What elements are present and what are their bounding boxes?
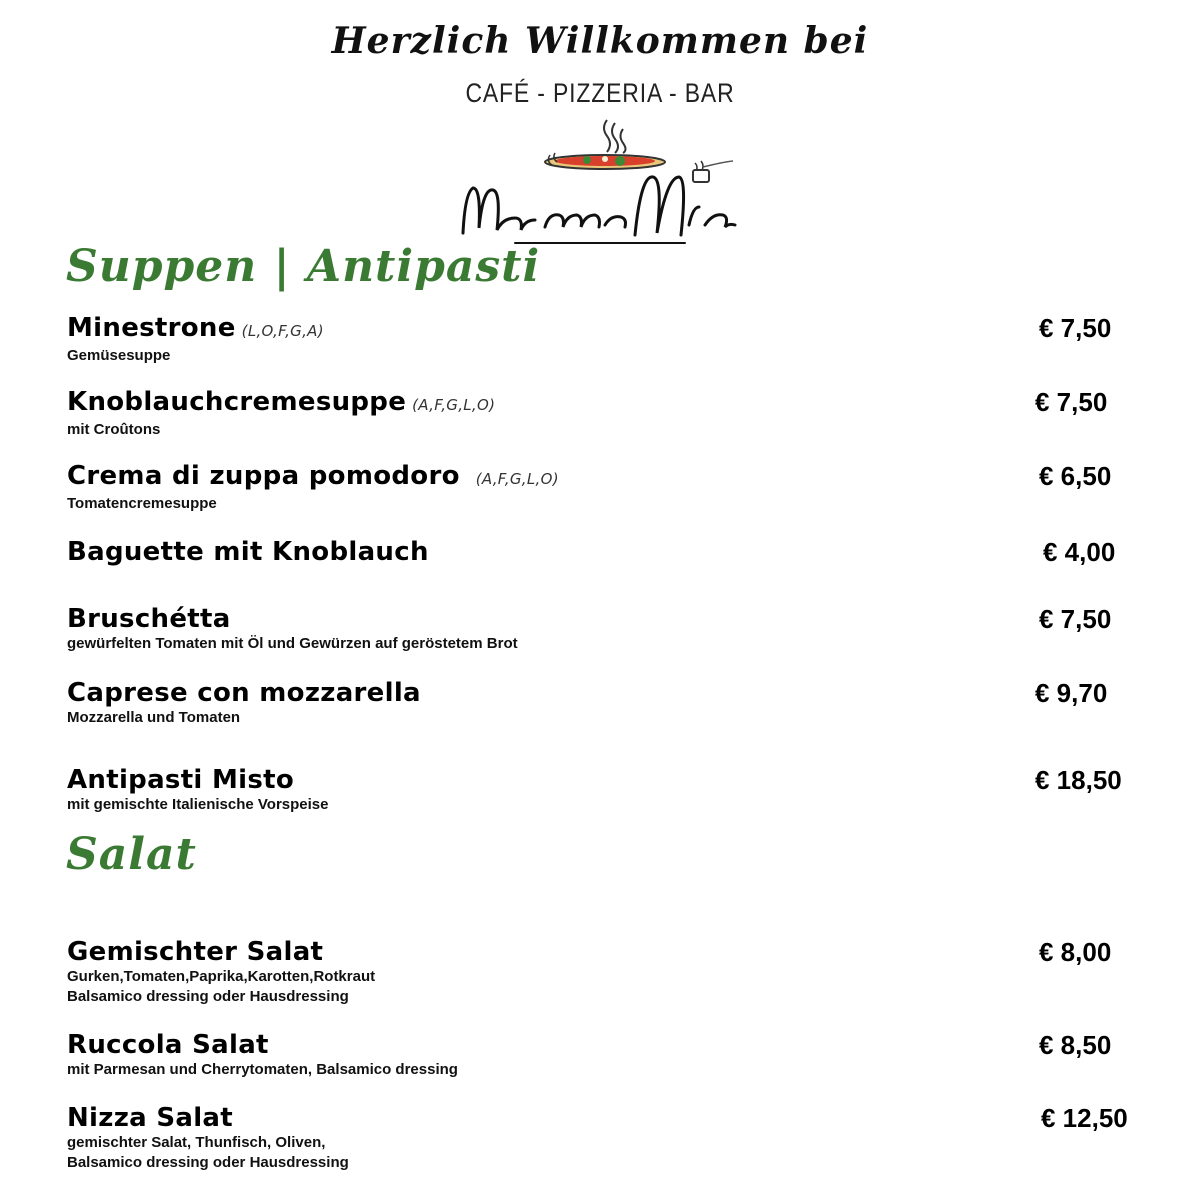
allergen-codes: (L,O,F,G,A) bbox=[241, 322, 324, 340]
item-description: mit Parmesan und Cherrytomaten, Balsamico dressing bbox=[67, 1061, 458, 1078]
item-price: € 12,50 bbox=[1041, 1103, 1128, 1133]
item-name: Crema di zuppa pomodoro bbox=[67, 461, 460, 491]
menu-item-minestrone bbox=[67, 313, 1147, 366]
menu-item-crema-di-zuppa-pomodoro bbox=[67, 461, 1147, 514]
section-title-salad: Salat bbox=[66, 829, 197, 880]
logo-wordmark bbox=[463, 177, 735, 243]
menu-item-knoblauchcremesuppe bbox=[67, 387, 1147, 440]
item-name: Ruccola Salat bbox=[67, 1030, 269, 1060]
menu-item-bruschetta bbox=[67, 604, 1147, 654]
item-price: € 6,50 bbox=[1039, 461, 1112, 491]
item-description: Mozzarella und Tomaten bbox=[67, 709, 241, 726]
venue-subtitle: CAFÉ - PIZZERIA - BAR bbox=[465, 78, 735, 108]
item-description-line2: Balsamico dressing oder Hausdressing bbox=[67, 988, 349, 1005]
item-price: € 7,50 bbox=[1039, 313, 1112, 343]
item-price: € 4,00 bbox=[1043, 537, 1116, 567]
menu-item-caprese-con-mozzarella bbox=[67, 678, 1147, 728]
item-name: Nizza Salat bbox=[67, 1103, 233, 1133]
item-name: Bruschétta bbox=[67, 604, 231, 634]
steam-icon bbox=[604, 120, 626, 153]
item-description: Tomatencremesuppe bbox=[67, 495, 217, 512]
item-name: Caprese con mozzarella bbox=[67, 678, 421, 708]
item-name: Antipasti Misto bbox=[67, 765, 295, 795]
item-description: mit gemischte Italienische Vorspeise bbox=[67, 796, 329, 813]
item-description: gemischter Salat, Thunfisch, Oliven, bbox=[67, 1134, 326, 1151]
item-name: Gemischter Salat bbox=[67, 937, 324, 967]
item-description: Gurken,Tomaten,Paprika,Karotten,Rotkraut bbox=[67, 968, 376, 985]
item-price: € 8,00 bbox=[1039, 937, 1112, 967]
item-price: € 9,70 bbox=[1035, 678, 1108, 708]
item-name: Minestrone bbox=[67, 313, 236, 343]
item-price: € 7,50 bbox=[1035, 387, 1108, 417]
item-price: € 8,50 bbox=[1039, 1030, 1112, 1060]
item-description: mit Croûtons bbox=[67, 421, 161, 438]
item-name: Knoblauchcremesuppe bbox=[67, 387, 407, 417]
mamma-mia-logo bbox=[455, 115, 745, 250]
pizza-icon bbox=[545, 153, 703, 173]
menu-item-nizza-salat bbox=[67, 1103, 1147, 1173]
allergen-codes: (A,F,G,L,O) bbox=[412, 396, 496, 414]
section-title-soups: Suppen | Antipasti bbox=[66, 241, 541, 292]
welcome-heading: Herzlich Willkommen bei bbox=[331, 20, 869, 62]
item-description: gewürfelten Tomaten mit Öl und Gewürzen auf geröstetem Brot bbox=[67, 635, 518, 652]
allergen-codes: (A,F,G,L,O) bbox=[475, 470, 559, 488]
menu-item-ruccola-salat bbox=[67, 1030, 1147, 1080]
menu-item-baguette-mit-knoblauch bbox=[67, 537, 1147, 567]
item-description: Gemüsesuppe bbox=[67, 347, 171, 364]
item-description-line2: Balsamico dressing oder Hausdressing bbox=[67, 1154, 349, 1171]
item-price: € 7,50 bbox=[1039, 604, 1112, 634]
menu-item-antipasti-misto bbox=[67, 765, 1147, 815]
menu-item-gemischter-salat bbox=[67, 937, 1147, 1007]
item-price: € 18,50 bbox=[1035, 765, 1122, 795]
item-name: Baguette mit Knoblauch bbox=[67, 537, 429, 567]
